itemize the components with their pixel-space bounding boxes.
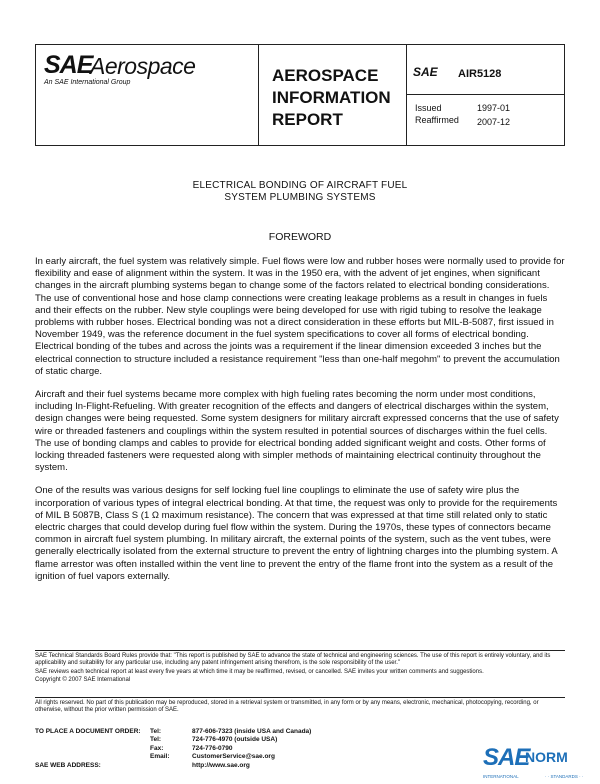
report-type-cell: [258, 45, 407, 145]
report-type-line: AEROSPACE: [272, 66, 379, 85]
paragraph: One of the results was various designs for self locking fuel line couplings to eliminate the use of safety wire plus the incorporation of various types of integral electrical bonding. At that time, the request was only to provide for the requirements of MIL B 5087B, Class S (1 Ω maximum resistance). The concern that was expressed at that time still related only to static electric charges that could develop during fuel flow within the system. During the 1970s, these types of connectors became common in aircraft fuel system plumbing. In military aircraft, the external points of the system, such as the vent tubes, were generally electrically isolated from the external structure to prevent the entry of lightning charges into the plumbing system. A flame arrestor was often installed within the vent line to prevent the entry of the flame front into the system as a result of the ignition of fuel vapors externally.: [35, 485, 558, 582]
email-label: Email:: [150, 753, 170, 761]
paragraph: Aircraft and their fuel systems became more complex with high fueling rates becoming the norm under most conditions, including In-Flight-Refueling. With greater recognition of the effects and dangers of electrical discharges within the system, design changes were being requested. Some system designers for military aircraft expressed concerns that the use of safety wire or threaded fasteners and couplings within the system resulted in potential sources of discharges within the fuel cells. The use of bonding clamps and cables to provide for electrical bonding added significant weight and costs. Other forms of locking threaded fasteners were requested along with simpler methods of maintaining electrical continuity throughout the system.: [35, 389, 559, 474]
document-title: [35, 180, 565, 204]
sae-norm-logo: [483, 744, 598, 784]
sae-mark: SAE: [413, 65, 438, 79]
email-link[interactable]: CustomerService@sae.org: [192, 753, 275, 761]
section-heading: FOREWORD: [268, 231, 332, 243]
fax-label: Fax:: [150, 744, 164, 752]
issued-label: Issued: [415, 103, 442, 113]
reaffirmed-date: 2007-12: [477, 117, 511, 127]
fine-print-line: SAE Technical Standards Board Rules provide that: "This report is published by SAE to advance the state of technical and engineering sciences. The use of this report is entirely voluntary, and its applicability and suitability for any particular use, including any patent infringement arising therefrom, is the sole responsibility of the user.": [35, 653, 551, 667]
sae-logo-text: SAE: [44, 51, 93, 79]
fine-print-line: SAE reviews each technical report at least every five years at which time it may be reaffirmed, revised, or cancelled. SAE invites your written comments and suggestions.: [35, 668, 484, 675]
tel-value[interactable]: 877-606-7323 (inside USA and Canada): [192, 728, 312, 735]
document-number: AIR5128: [458, 68, 502, 80]
aerospace-logo-text: Aerospace: [90, 53, 196, 79]
tel2-value[interactable]: 724-776-4970 (outside USA): [192, 736, 278, 744]
header-table: [35, 44, 565, 146]
divider: [35, 697, 565, 698]
tel2-label: Tel:: [150, 736, 162, 744]
order-info: [35, 728, 395, 770]
norm-logo-line1: INTERNATIONAL: [483, 774, 519, 779]
fine-print-line: Copyright © 2007 SAE International: [35, 677, 131, 684]
doc-number-box: [407, 45, 564, 95]
web-link[interactable]: http://www.sae.org: [192, 761, 250, 769]
tel-label: Tel:: [150, 728, 162, 735]
norm-logo-line2: · · STANDARDS · ·: [545, 774, 584, 779]
report-type: [272, 65, 402, 131]
norm-logo-norm: NORM: [525, 749, 568, 765]
paragraph: In early aircraft, the fuel system was relatively simple. Fuel flows were low and rubber hoses were normally used to provide for flexibility and ease of alignment within the system. It was in the 1950 era, with the advent of jet engines, when significant changes in the aircraft plumbing systems began to change some of the factors related to electrical bonding considerations. The use of conventional hose and hose clamp connections were creating leakage problems as a result in changes in fuels and their effects on the rubber. New style couplings were being developed for use with rigid tubing to resolve the leakage problems with rubber hoses. Electrical bonding was not a direct consideration in these efforts but MIL-B-5087, first issued in November 1949, was the reference document in the fuel system specifications to cover all forms of electrical bonding. Electrical bonding of the tubes and across the joints was a requirement if the linear dimension exceeded 3 inches but the electrical connection to structure included a resistance requirement "less than one-half megohm" to prevent the accumulation of static charge.: [35, 256, 565, 377]
logo-subtitle: An SAE International Group: [44, 79, 131, 86]
divider: [35, 650, 565, 651]
order-label: TO PLACE A DOCUMENT ORDER:: [35, 728, 141, 735]
report-type-line: REPORT: [272, 110, 343, 129]
fine-print: [35, 653, 565, 686]
fax-value: 724-776-0790: [192, 744, 233, 752]
reaffirmed-label: Reaffirmed: [415, 115, 459, 125]
rights-notice: [35, 700, 565, 716]
body-text: [35, 256, 565, 594]
logo-cell: [36, 45, 259, 145]
report-type-line: INFORMATION: [272, 88, 391, 107]
document-page: [35, 44, 584, 779]
norm-logo-sae: SAE: [483, 744, 530, 771]
title-line: SYSTEM PLUMBING SYSTEMS: [224, 192, 376, 203]
issued-date: 1997-01: [477, 103, 511, 113]
title-line: ELECTRICAL BONDING OF AIRCRAFT FUEL: [192, 180, 408, 191]
rights-text: All rights reserved. No part of this publication may be reproduced, stored in a retrieval system or transmitted, in any form or by any means, electronic, mechanical, photocopying, recording, or otherwise, without the prior written permission of SAE.: [35, 700, 539, 714]
doc-info-cell: [407, 45, 564, 145]
web-label: SAE WEB ADDRESS:: [35, 761, 101, 769]
